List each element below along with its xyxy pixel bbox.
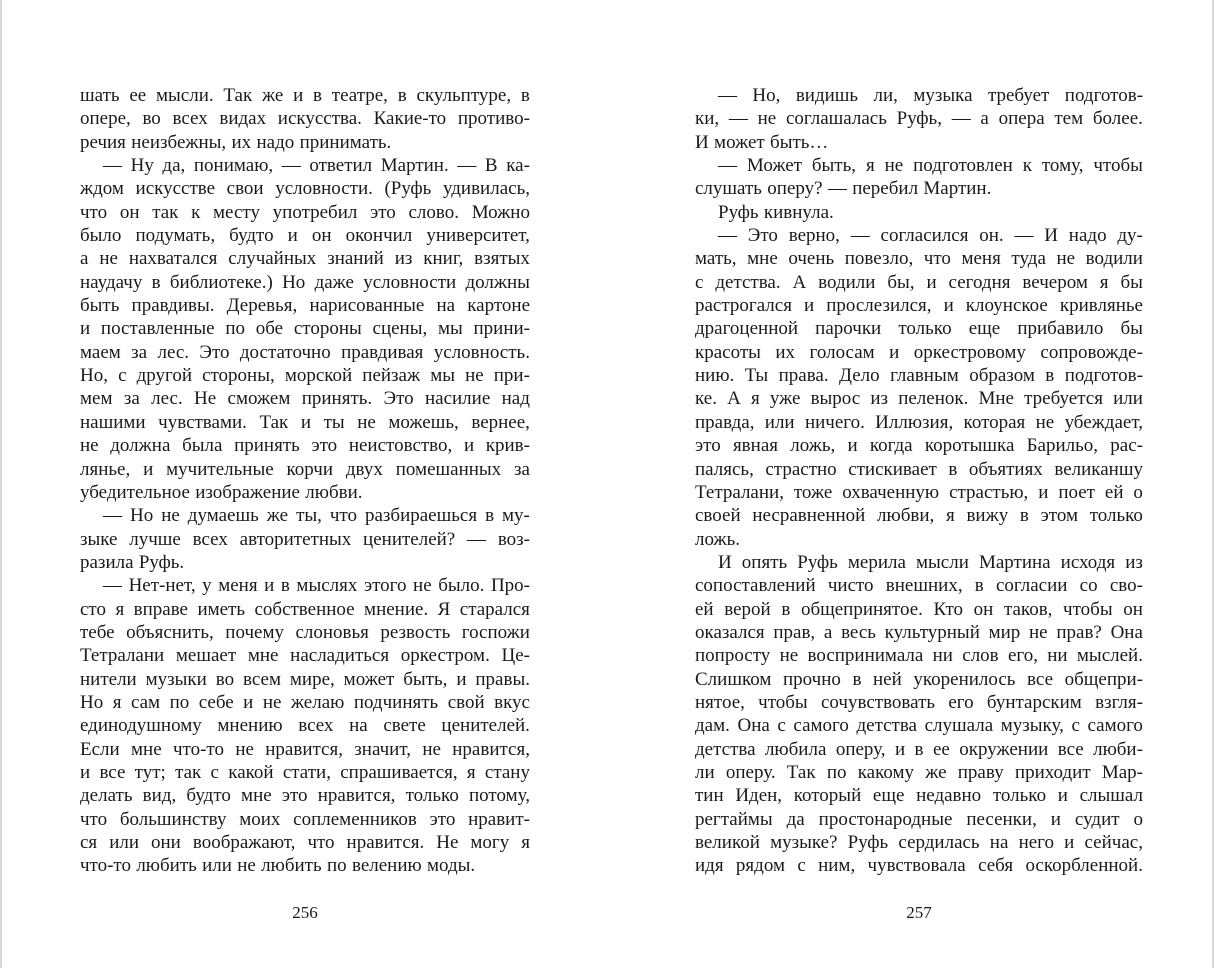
text-line: Слишком прочно в ней укоренилось все общепри- [695,668,1143,690]
text-line: идя рядом с ним, чувствовала себя оскорбленной. [695,855,1143,877]
text-line: нятое, чтобы сочувствовать его бунтарским взгля- [695,691,1143,713]
text-line: — Может быть, я не подготовлен к тому, чтобы [718,155,1143,177]
right-page-text [695,84,1143,878]
text-line: мать, мне очень повезло, что меня туда не водили [695,248,1143,270]
text-line: великой музыке? Руфь сердилась на него и сейчас, [695,832,1143,853]
text-line: мем за лес. Не сможем принять. Это насилие над [80,388,530,410]
text-line: — Но, видишь ли, музыка требует подготов- [718,85,1143,106]
text-line: ложь. [695,528,741,550]
text-line: сто я вправе иметь собственное мнение. Я старался [80,598,530,620]
text-line: регтаймы да простонародные песенки, и судит о [695,808,1143,830]
text-line: речия неизбежны, их надо принимать. [80,131,392,153]
text-line: нашими чувствами. Так и ты не можешь, вернее, [80,411,530,433]
page-number-left: 256 [292,903,318,922]
text-line: сопоставлений чисто внешних, в согласии со сво- [695,575,1143,597]
text-line: ей верой в общепринятое. Кто он таков, чтобы он [695,598,1143,620]
text-line: это явная ложь, и когда коротышка Барильо, рас- [695,435,1143,457]
text-line: ки, — не соглашалась Руфь, — а опера тем более. [695,108,1143,130]
text-line: нители музыки во всем мире, может быть, и правы. [80,668,530,690]
text-line: и поставленные по обе стороны сцены, мы прини- [80,318,530,340]
text-line: слушать оперу? — перебил Мартин. [695,178,992,200]
text-line: что-то любить или не любить по велению моды. [80,855,476,877]
text-line: драгоценной парочки только еще прибавило бы [695,318,1143,340]
text-line: тин Иден, который еще недавно только и слышал [695,785,1143,807]
text-line: красоты их голосам и оркестровому сопровожде- [695,341,1143,363]
text-line: и все тут; так с какой стати, спрашивается, я стану [80,761,530,783]
text-line: ждом искусстве свои условности. (Руфь удивилась, [80,178,530,200]
text-line: Но, с другой стороны, морской пейзаж мы не при- [80,365,530,387]
text-line: быть правдивы. Деревья, нарисованные на картоне [80,295,530,317]
text-line: зыке лучше всех авторитетных ценителей? — воз- [80,528,530,550]
text-line: дам. Она с самого детства слушала музыку, с самого [695,715,1143,737]
text-line: Если мне что-то не нравится, значит, не нравится, [80,738,530,760]
text-line: лянье, и мучительные корчи двух помешанных за [80,458,530,480]
text-line: разила Руфь. [80,551,185,573]
text-line: с детства. А водили бы, и сегодня вечером я бы [695,271,1143,293]
text-line: оказался прав, а весь культурный мир не прав? Она [695,621,1143,643]
text-line: Тетралани, тоже охваченную страстью, и поет ей о [695,481,1143,503]
text-line: И может быть… [695,131,829,153]
left-page-text [80,84,530,878]
page-edge-left [0,0,2,968]
text-line: Руфь кивнула. [718,201,834,223]
text-line: шать ее мысли. Так же и в театре, в скульптуре, в [80,85,530,106]
text-line: маем за лес. Это достаточно правдивая условность. [80,341,530,363]
text-line: опере, во всех видах искусства. Какие-то противо- [80,108,530,130]
text-line: детства любила оперу, и в ее окружении все люби- [695,738,1143,760]
text-line: наудачу в библиотеке.) Но даже условности должны [80,271,530,293]
text-line: а не нахватался случайных знаний из книг, взятых [80,248,530,270]
text-line: И опять Руфь мерила мысли Мартина исходя из [718,551,1143,573]
text-line: единодушному мнению всех на свете ценителей. [80,715,530,737]
text-line: было подумать, будто и он окончил университет, [80,225,530,247]
text-line: Тетралани мешает мне насладиться оркестром. Це- [80,645,530,667]
text-line: палясь, страстно стискивает в объятиях великаншу [695,458,1143,480]
text-line: делать вид, будто мне это нравится, только потому, [80,785,530,807]
text-line: ли оперу. Так по какому же праву приходит Мар- [695,761,1143,783]
text-line: растрогался и прослезился, и клоунское кривлянье [695,295,1143,317]
text-line: правда, или ничего. Иллюзия, которая не убеждает, [695,411,1143,433]
text-line: нию. Ты права. Дело главным образом в подготов- [695,365,1143,387]
text-line: ке. А я уже вырос из пеленок. Мне требуется или [695,388,1143,410]
text-line: — Но не думаешь же ты, что разбираешься в му- [103,505,530,527]
text-line: тебе объяснить, почему слоновья резвость госпожи [80,621,530,643]
text-line: — Ну да, понимаю, — ответил Мартин. — В ка- [103,155,530,177]
text-line: не должна была принять это неистовство, и крив- [80,435,530,457]
text-line: что большинству моих соплеменников это нравит- [80,808,530,830]
text-line: попросту не воспринимала ни слов его, ни мыслей. [695,645,1143,667]
text-line: ся или они воображают, что нравится. Не могу я [80,832,530,853]
text-line: — Нет-нет, у меня и в мыслях этого не было. Про- [103,575,530,597]
page-number-right: 257 [906,903,932,922]
text-line: убедительное изображение любви. [80,481,363,503]
text-line: — Это верно, — согласился он. — И надо ду- [718,225,1143,247]
text-line: что он так к месту употребил это слово. Можно [80,201,530,223]
text-line: своей несравненной любви, я вижу в этом только [695,505,1143,527]
text-line: Но я сам по себе и не желаю подчинять свой вкус [80,691,530,713]
